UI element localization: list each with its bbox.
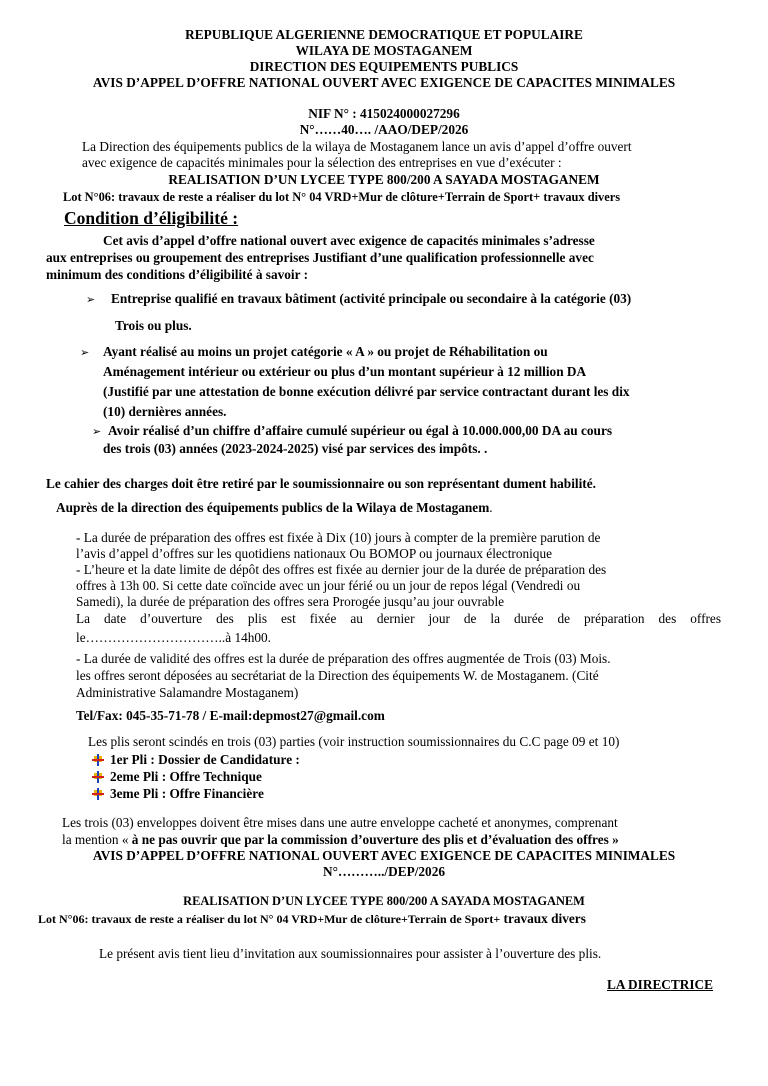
eligibility-para-3: minimum des conditions d’éligibilité à savoir : <box>46 267 309 282</box>
deposit-line-1: les offres seront déposées au secrétariat de la Direction des équipements W. de Mostaganem. (Cité <box>76 668 599 683</box>
footer-avis-title: AVIS D’APPEL D’OFFRE NATIONAL OUVERT AVEC EXIGENCE DE CAPACITES MINIMALES <box>92 848 676 863</box>
criteria-1-line-1: Entreprise qualifié en travaux bâtiment (activité principale ou secondaire à la catégorie (03) <box>111 291 632 306</box>
footer-project-title: REALISATION D’UN LYCEE TYPE 800/200 A SAYADA MOSTAGANEM <box>183 894 585 908</box>
arrowhead-bullet-icon: ➢ <box>80 346 90 359</box>
hand-pointer-icon <box>92 754 104 766</box>
header-direction: DIRECTION DES EQUIPEMENTS PUBLICS <box>249 59 519 74</box>
prep-duration-line-2: l’avis d’appel d’offres sur les quotidiens nationaux Ou BOMOP ou journaux électronique <box>76 546 553 561</box>
criteria-2-line-1: Ayant réalisé au moins un projet catégorie « A » ou projet de Réhabilitation ou <box>103 344 548 359</box>
footer-lot-description: Lot N°06: travaux de reste a réaliser du lot N° 04 VRD+Mur de clôture+Terrain de Sport+ travaux divers <box>38 911 586 926</box>
prep-duration-line-1: - La durée de préparation des offres est fixée à Dix (10) jours à compter de la première parution de <box>76 530 601 545</box>
validity-duration: - La durée de validité des offres est la durée de préparation des offres augmentée de Trois (03) Mois. <box>76 651 611 666</box>
criteria-3-line-1: Avoir réalisé d’un chiffre d’affaire cumulé supérieur ou égal à 10.000.000,00 DA au cours <box>108 423 613 438</box>
plis-intro: Les plis seront scindés en trois (03) parties (voir instruction soumissionnaires du C.C page 09 et 10) <box>88 734 620 749</box>
project-title: REALISATION D’UN LYCEE TYPE 800/200 A SAYADA MOSTAGANEM <box>168 172 600 187</box>
deadline-line-1: - L’heure et la date limite de dépôt des offres est fixée au dernier jour de la durée de préparation des <box>76 562 607 577</box>
intro-line-1: La Direction des équipements publics de la wilaya de Mostaganem lance un avis d’appel d’offre ouvert <box>82 139 632 154</box>
signature-directrice: LA DIRECTRICE <box>607 977 714 992</box>
eligibility-heading: Condition d’éligibilité : <box>64 208 239 228</box>
hand-pointer-icon <box>92 771 104 783</box>
pli-item-2: 2eme Pli : Offre Technique <box>110 769 262 784</box>
criteria-3-line-2: des trois (03) années (2023-2024-2025) visé par services des impôts. . <box>103 441 488 456</box>
pli-item-1: 1er Pli : Dossier de Candidature : <box>110 752 300 767</box>
opening-date-line-1: La date d’ouverture des plis est fixée au dernier jour de la durée de préparation des offres <box>76 611 721 626</box>
pli-item-3: 3eme Pli : Offre Financière <box>110 786 264 801</box>
envelope-line-1: Les trois (03) enveloppes doivent être mises dans une autre enveloppe cacheté et anonymes, comprenant <box>62 815 618 830</box>
header-avis-title: AVIS D’APPEL D’OFFRE NATIONAL OUVERT AVEC EXIGENCE DE CAPACITES MINIMALES <box>92 75 676 90</box>
arrowhead-bullet-icon: ➢ <box>92 425 102 438</box>
criteria-2-line-4: (10) dernières années. <box>103 404 227 419</box>
deadline-line-2: offres à 13h 00. Si cette date coïncide avec un jour férié ou un jour de repos légal (Vendredi ou <box>76 578 581 593</box>
cahier-withdrawal-note: Le cahier des charges doit être retiré par le soumissionnaire ou son représentant dument habilité. <box>46 476 596 491</box>
eligibility-para-2: aux entreprises ou groupement des entreprises Justifiant d’une qualification professionnelle avec <box>46 250 594 265</box>
cahier-location: Auprès de la direction des équipements publics de la Wilaya de Mostaganem. <box>56 500 493 515</box>
arrowhead-bullet-icon: ➢ <box>86 293 96 306</box>
nif-number: NIF N° : 415024000027296 <box>308 106 460 121</box>
header-republique: REPUBLIQUE ALGERIENNE DEMOCRATIQUE ET POPULAIRE <box>185 27 583 42</box>
hand-pointer-icon <box>92 788 104 800</box>
intro-line-2: avec exigence de capacités minimales pour la sélection des entreprises en vue d’exécuter : <box>82 155 562 170</box>
criteria-2-line-2: Aménagement intérieur ou extérieur ou plus d’un montant supérieur à 12 million DA <box>103 364 587 379</box>
reference-number: N°……40…. /AAO/DEP/2026 <box>299 122 469 137</box>
eligibility-para-1: Cet avis d’appel d’offre national ouvert avec exigence de capacités minimales s’adresse <box>103 233 595 248</box>
deadline-line-3: Samedi), la durée de préparation des offres sera Prorogée jusqu’au jour ouvrable <box>76 594 505 609</box>
header-wilaya: WILAYA DE MOSTAGANEM <box>295 43 473 58</box>
criteria-2-line-3: (Justifié par une attestation de bonne exécution délivré par service contractant durant les dix <box>103 384 630 399</box>
criteria-1-line-2: Trois ou plus. <box>115 318 192 333</box>
opening-date-line-2: le…………………………..à 14h00. <box>76 630 272 645</box>
contact-info: Tel/Fax: 045-35-71-78 / E-mail:depmost27@gmail.com <box>76 708 385 723</box>
lot-description: Lot N°06: travaux de reste a réaliser du lot N° 04 VRD+Mur de clôture+Terrain de Sport+ travaux divers <box>63 190 621 204</box>
footer-reference: N°………../DEP/2026 <box>322 864 446 879</box>
deposit-line-2: Administrative Salamandre Mostaganem) <box>76 685 299 700</box>
invitation-note: Le présent avis tient lieu d’invitation aux soumissionnaires pour assister à l’ouverture des plis. <box>99 946 602 961</box>
envelope-line-2: la mention « à ne pas ouvrir que par la commission d’ouverture des plis et d’évaluation des offres » <box>62 832 619 847</box>
